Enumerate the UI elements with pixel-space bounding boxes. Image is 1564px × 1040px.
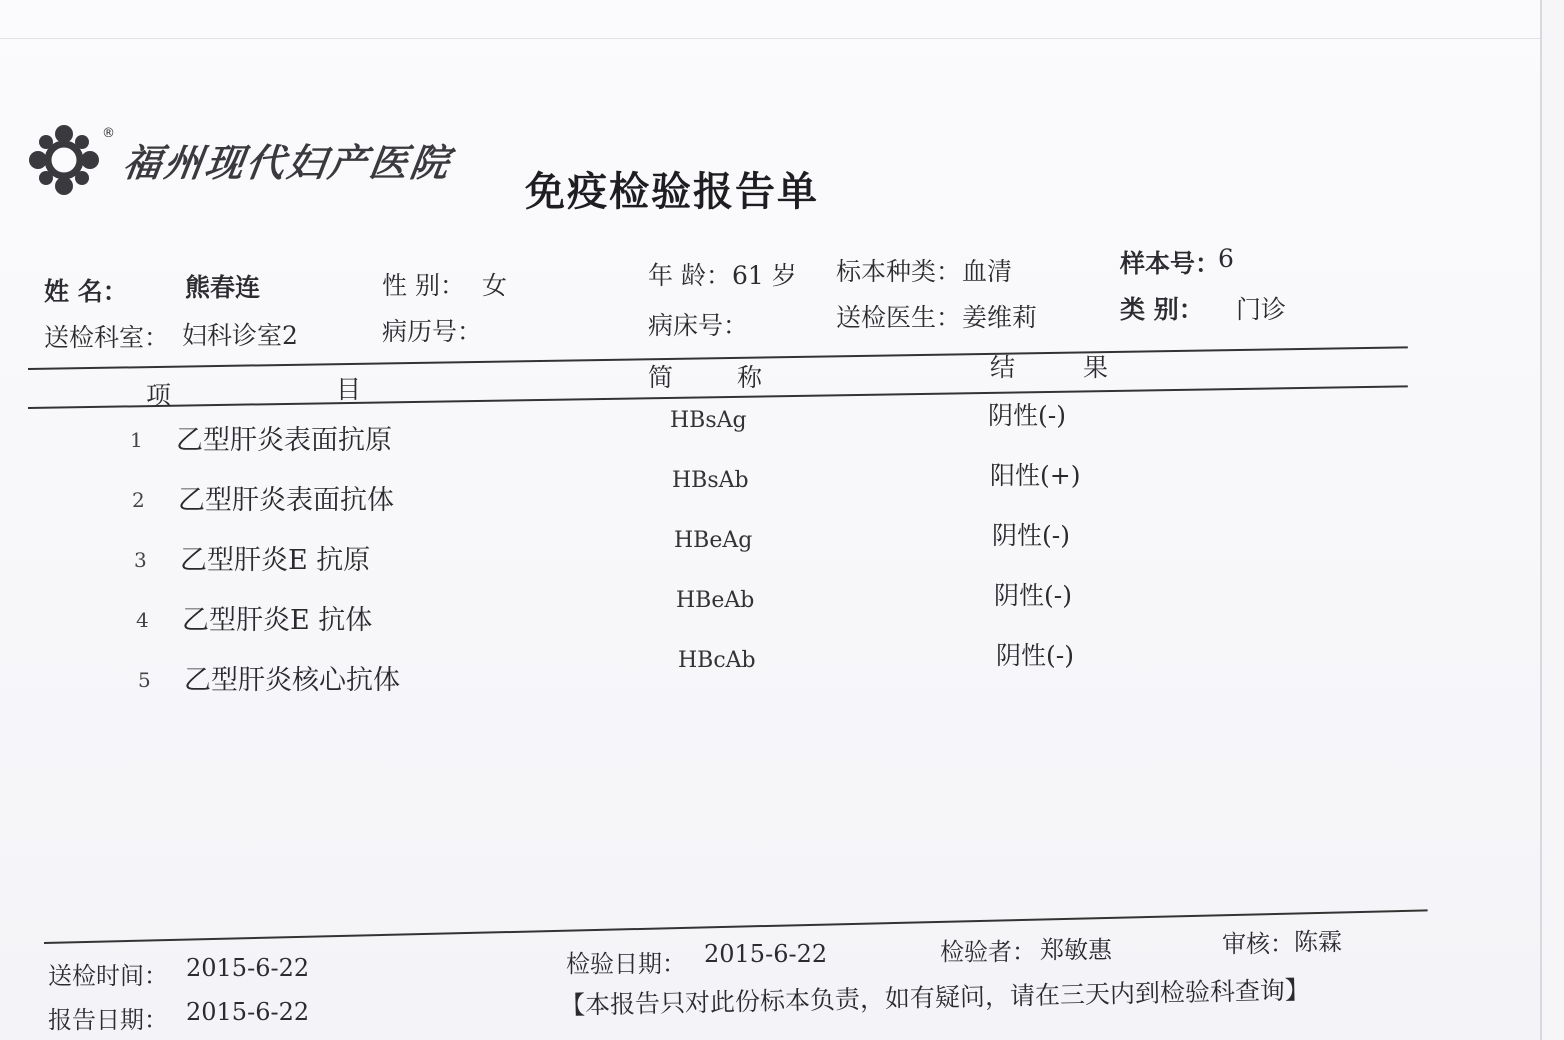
report-date-label: 报告日期： bbox=[48, 1006, 168, 1034]
hospital-logo bbox=[24, 120, 454, 200]
footer-rule bbox=[44, 909, 1428, 944]
gender-value: 女 bbox=[482, 271, 508, 300]
row-abbr: HBsAb bbox=[672, 468, 749, 493]
specimen-label: 标本种类： bbox=[836, 257, 962, 286]
test-date-value: 2015-6-22 bbox=[704, 940, 828, 968]
row-item: 乙型肝炎E 抗体 bbox=[182, 605, 373, 636]
row-result: 阴性(-) bbox=[996, 641, 1074, 670]
bed-label: 病床号： bbox=[648, 311, 749, 340]
specimen-value: 血清 bbox=[962, 257, 1013, 286]
hospital-name: 福州现代妇产医院 bbox=[120, 141, 455, 185]
submit-time-value: 2015-6-22 bbox=[186, 954, 310, 982]
header-item-left: 项 bbox=[146, 381, 178, 410]
dept-label: 送检科室： bbox=[44, 323, 170, 352]
row-item: 乙型肝炎表面抗原 bbox=[176, 425, 392, 456]
row-number: 3 bbox=[134, 548, 147, 572]
row-item: 乙型肝炎表面抗体 bbox=[178, 485, 394, 516]
dept-value: 妇科诊室2 bbox=[182, 321, 298, 350]
patient-name: 熊春连 bbox=[185, 273, 261, 302]
tester-label: 检验者： bbox=[940, 938, 1036, 966]
header-abbr: 简 称 bbox=[648, 363, 790, 392]
age-label: 年 龄： bbox=[648, 261, 731, 290]
header-item-right: 目 bbox=[336, 375, 368, 404]
row-result: 阳性(+) bbox=[990, 461, 1081, 490]
report-title: 免疫检验报告单 bbox=[525, 169, 819, 215]
row-abbr: HBeAg bbox=[674, 528, 753, 553]
row-result: 阴性(-) bbox=[992, 521, 1070, 550]
age-value: 61 岁 bbox=[732, 261, 797, 290]
category-value: 门诊 bbox=[1236, 295, 1287, 324]
header-result: 结 果 bbox=[990, 353, 1138, 382]
reviewer-label: 审核： bbox=[1222, 930, 1294, 958]
record-label: 病历号： bbox=[382, 317, 483, 346]
row-abbr: HBeAb bbox=[676, 588, 755, 613]
report-date-value: 2015-6-22 bbox=[186, 998, 310, 1026]
category-label: 类 别： bbox=[1120, 295, 1204, 324]
row-result: 阴性(-) bbox=[994, 581, 1072, 610]
row-number: 1 bbox=[130, 428, 143, 452]
submit-time-label: 送检时间： bbox=[48, 962, 168, 990]
row-abbr: HBsAg bbox=[670, 408, 747, 433]
row-result: 阴性(-) bbox=[988, 401, 1066, 430]
row-number: 5 bbox=[138, 668, 151, 692]
name-label: 姓 名： bbox=[44, 277, 128, 306]
hospital-flower-logo-icon bbox=[24, 120, 104, 200]
doctor-label: 送检医生： bbox=[836, 303, 962, 332]
test-date-label: 检验日期： bbox=[566, 950, 686, 978]
reviewer-value: 陈霖 bbox=[1294, 928, 1342, 956]
tester-value: 郑敏惠 bbox=[1040, 936, 1112, 964]
sample-value: 6 bbox=[1218, 244, 1234, 273]
row-item: 乙型肝炎核心抗体 bbox=[184, 665, 400, 696]
disclaimer-note: 【本报告只对此份标本负责，如有疑问，请在三天内到检验科查询】 bbox=[559, 975, 1311, 1020]
doctor-value: 姜维莉 bbox=[962, 303, 1038, 332]
sample-label: 样本号： bbox=[1120, 249, 1221, 278]
registered-mark: ® bbox=[102, 126, 115, 141]
row-abbr: HBcAb bbox=[678, 648, 756, 673]
row-number: 2 bbox=[132, 488, 145, 512]
row-item: 乙型肝炎E 抗原 bbox=[180, 545, 371, 576]
gender-label: 性 别： bbox=[382, 271, 465, 300]
row-number: 4 bbox=[136, 608, 149, 632]
